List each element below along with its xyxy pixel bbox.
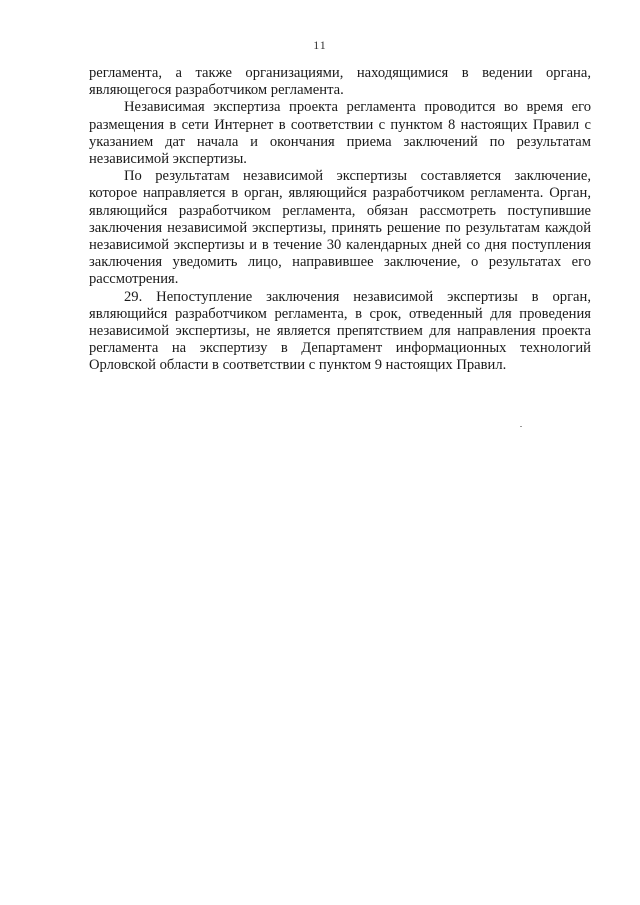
page-number: 11 xyxy=(313,38,327,52)
paragraph-item-29: 29. Непоступление заключения независимой экспертизы в орган, являющийся разработчиком регламента, в срок, отведенный для проведения независимой экспертизы, не является препятствием для направления проекта регламента на экспертизу в Департамент информационных технологий Орловской области в соответствии с пунктом 9 настоящих Правил. xyxy=(89,288,591,374)
document-body xyxy=(89,65,591,375)
scan-speck xyxy=(520,426,522,427)
paragraph-continuation: регламента, а также организациями, находящимися в ведении органа, являющегося разработчиком регламента. xyxy=(89,65,591,99)
paragraph-independent-review: Независимая экспертиза проекта регламента проводится во время его размещения в сети Интернет в соответствии с пунктом 8 настоящих Правил с указанием дат начала и окончания приема заключений по результатам независимой экспертизы. xyxy=(89,99,591,168)
paragraph-review-conclusion: По результатам независимой экспертизы составляется заключение, которое направляется в орган, являющийся разработчиком регламента. Орган, являющийся разработчиком регламента, обязан рассмотреть поступившие заключения независимой экспертизы, принять решение по результатам каждой независимой экспертизы и в течение 30 календарных дней со дня поступления заключения уведомить лицо, направившее заключение, о результатах его рассмотрения. xyxy=(89,168,591,288)
